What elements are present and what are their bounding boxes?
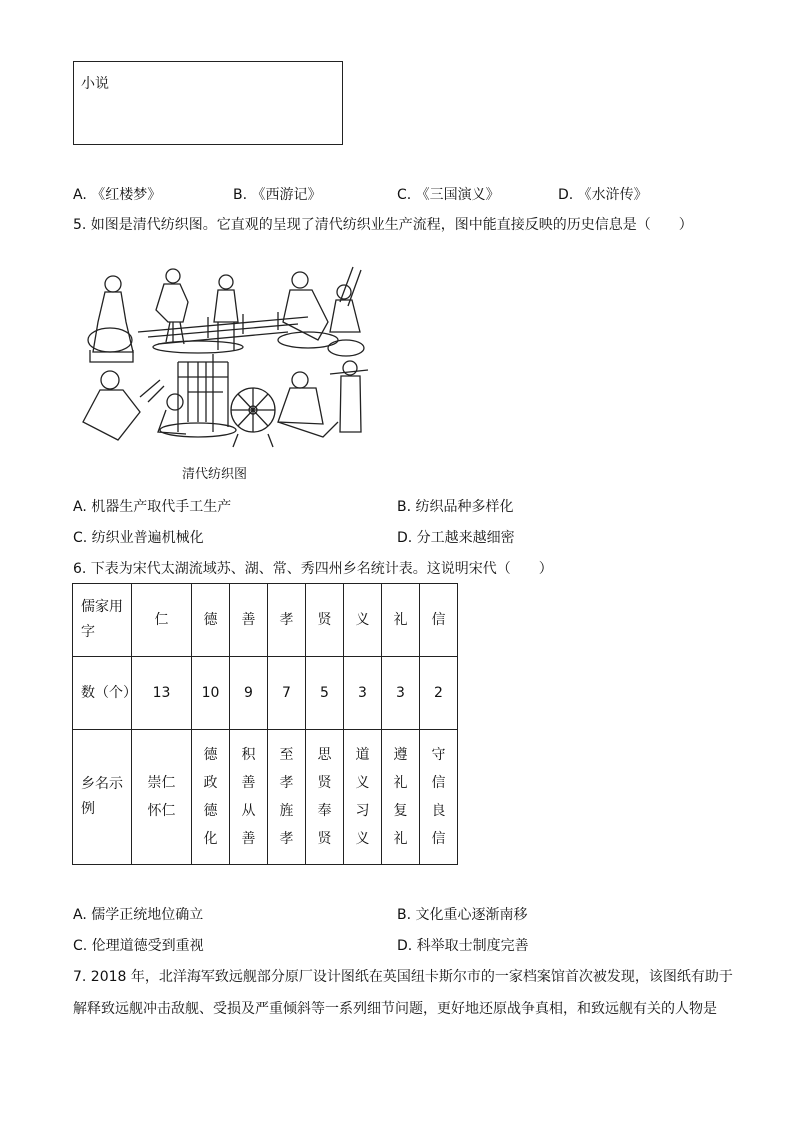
table-cell: 崇仁怀仁 [132,730,192,865]
q6-option-b: B. 文化重心逐渐南移 [397,907,528,923]
q4-option-d: D. 《水浒传》 [558,187,648,203]
row-header: 乡名示例 [73,730,132,865]
q4-option-c: C. 《三国演义》 [397,187,500,203]
table-row [73,657,458,730]
table-cell: 孝 [268,584,306,657]
table-cell: 思贤奉贤 [306,730,344,865]
q7-line-1: 7. 2018 年，北洋海军致远舰部分原厂设计图纸在英国纽卡斯尔市的一家档案馆首次被发现，该图纸有助于 [73,969,733,985]
table-cell: 礼 [382,584,420,657]
q6-option-d: D. 科举取士制度完善 [397,938,529,954]
table-cell: 2 [420,657,458,730]
q5-stem: 5. 如图是清代纺织图。它直观的呈现了清代纺织业生产流程，图中能直接反映的历史信息是（ ） [73,217,693,233]
table-cell: 仁 [132,584,192,657]
table-cell: 3 [382,657,420,730]
q4-option-a: A. 《红楼梦》 [73,187,162,203]
qing-textile-illustration [78,262,378,454]
table-cell: 义 [344,584,382,657]
q5-option-c: C. 纺织业普遍机械化 [73,530,204,546]
table-cell: 积善从善 [230,730,268,865]
table-row [73,584,458,657]
table-cell: 道义习义 [344,730,382,865]
table-cell: 善 [230,584,268,657]
table-cell: 守信良信 [420,730,458,865]
table-cell: 贤 [306,584,344,657]
table-cell: 遵礼复礼 [382,730,420,865]
q5-option-b: B. 纺织品种多样化 [397,499,514,515]
table-cell: 10 [192,657,230,730]
table-cell: 德 [192,584,230,657]
box-label: 小说 [81,76,109,92]
q5-option-a: A. 机器生产取代手工生产 [73,499,232,515]
table-cell: 13 [132,657,192,730]
row-header: 儒家用字 [73,584,132,657]
table-cell: 信 [420,584,458,657]
q6-stem: 6. 下表为宋代太湖流域苏、湖、常、秀四州乡名统计表。这说明宋代（ ） [73,561,553,577]
row-header: 数（个） [73,657,132,730]
q7-line-2: 解释致远舰冲击敌舰、受损及严重倾斜等一系列细节问题，更好地还原战争真相，和致远舰有关的人物是 [73,1001,717,1017]
table-cell: 9 [230,657,268,730]
table-cell: 7 [268,657,306,730]
q6-option-a: A. 儒学正统地位确立 [73,907,204,923]
table-cell: 3 [344,657,382,730]
q6-option-c: C. 伦理道德受到重视 [73,938,204,954]
textile-drawing-icon [78,262,378,454]
table-cell: 5 [306,657,344,730]
village-name-table [72,583,458,865]
table-row [73,730,458,865]
answer-box [73,61,343,145]
illustration-caption: 清代纺织图 [182,467,248,482]
table-cell: 德政德化 [192,730,230,865]
q5-option-d: D. 分工越来越细密 [397,530,515,546]
table-cell: 至孝旌孝 [268,730,306,865]
q4-option-b: B. 《西游记》 [233,187,322,203]
